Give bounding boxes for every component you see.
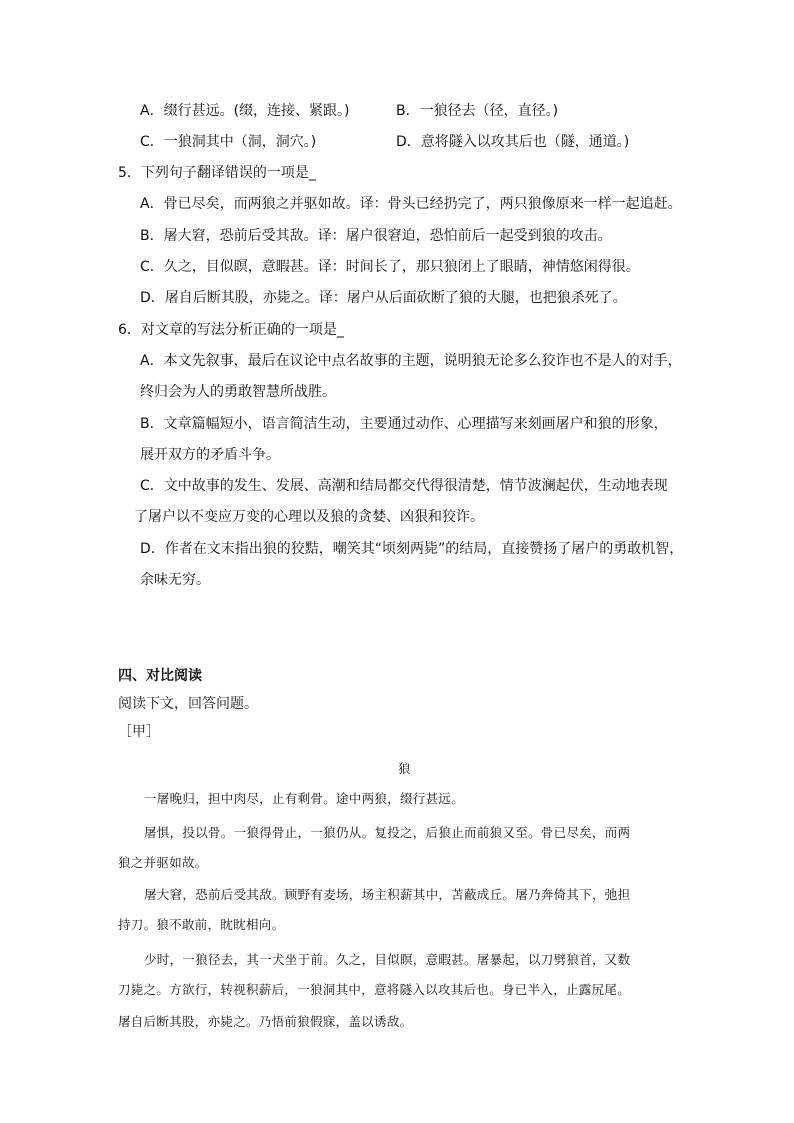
- q5-option-a: A．骨已尽矣，而两狼之并驱如故。译：骨头已经扔完了，两只狼像原来一样一起追赶。: [140, 196, 682, 212]
- q4-option-d: D．意将隧入以攻其后也（隧，通道。): [396, 134, 630, 150]
- q4-option-b: B．一狼径去（径，直径。): [396, 103, 559, 119]
- passage-paragraph-2-line1: 屠惧，投以骨。一狼得骨止，一狼仍从。复投之，后狼止而前狼又至。骨已尽矣，而两: [144, 825, 631, 840]
- q6-option-c-line1: C．文中故事的发生、发展、高潮和结局都交代得很清楚，情节波澜起伏，生动地表现: [140, 478, 668, 494]
- passage-paragraph-4-line2: 刀毙之。方欲行，转视积薪后，一狼洞其中，意将隧入以攻其后也。身已半入，止露尻尾。: [118, 982, 631, 997]
- q6-option-d-line1: D．作者在文末指出狼的狡黠，嘲笑其“顷刻两毙”的结局，直接赞扬了屠户的勇敢机智，: [140, 541, 684, 557]
- passage-paragraph-3-line1: 屠大窘，恐前后受其敌。顾野有麦场，场主积薪其中，苫蔽成丘。屠乃奔倚其下，弛担: [144, 887, 631, 902]
- q6-option-c-line2: 了屠户以不变应万变的心理以及狼的贪婪、凶狠和狡诈。: [134, 509, 484, 525]
- section-instruction: 阅读下文，回答问题。: [118, 696, 258, 712]
- passage-title: 狼: [398, 761, 411, 776]
- q4-option-c: C．一狼洞其中（洞，洞穴。): [140, 134, 317, 150]
- q6-option-d-line2: 余味无穷。: [140, 572, 210, 588]
- passage-paragraph-1: 一屠晚归，担中肉尽，止有剩骨。途中两狼，缀行甚远。: [144, 791, 465, 806]
- passage-paragraph-4-line3: 屠自后断其股，亦毙之。乃悟前狼假寐，盖以诱敌。: [118, 1014, 413, 1029]
- q4-option-a: A．缀行甚远。(缀，连接、紧跟。): [140, 103, 350, 119]
- q5-option-b: B．屠大窘，恐前后受其敌。译：屠户很窘迫，恐怕前后一起受到狼的攻击。: [140, 228, 612, 244]
- section-heading: 四、对比阅读: [118, 668, 202, 684]
- q6-stem: 6．对文章的写法分析正确的一项是_: [118, 322, 344, 338]
- q6-option-a-line1: A．本文先叙事，最后在议论中点名故事的主题，说明狼无论多么狡诈也不是人的对手，: [140, 353, 682, 369]
- passage-paragraph-2-line2: 狼之并驱如故。: [118, 855, 208, 870]
- q6-option-b-line2: 展开双方的矛盾斗争。: [140, 447, 280, 463]
- q6-option-a-line2: 终归会为人的勇敢智慧所战胜。: [140, 384, 336, 400]
- passage-paragraph-3-line2: 持刀。狼不敢前，眈眈相向。: [118, 917, 285, 932]
- passage-label: ［甲］: [118, 724, 160, 740]
- q5-option-c: C．久之，目似瞑，意暇甚。译：时间长了，那只狼闭上了眼睛，神情悠闲得很。: [140, 259, 640, 275]
- q5-option-d: D．屠自后断其股，亦毙之。译：屠户从后面砍断了狼的大腿，也把狼杀死了。: [140, 290, 627, 306]
- q6-option-b-line1: B．文章篇幅短小，语言简洁生动，主要通过动作、心理描写来刻画屠户和狼的形象，: [140, 416, 668, 432]
- q5-stem: 5．下列句子翻译错误的一项是_: [118, 165, 316, 181]
- passage-paragraph-4-line1: 少时，一狼径去，其一犬坐于前。久之，目似瞑，意暇甚。屠暴起，以刀劈狼首，又数: [144, 952, 631, 967]
